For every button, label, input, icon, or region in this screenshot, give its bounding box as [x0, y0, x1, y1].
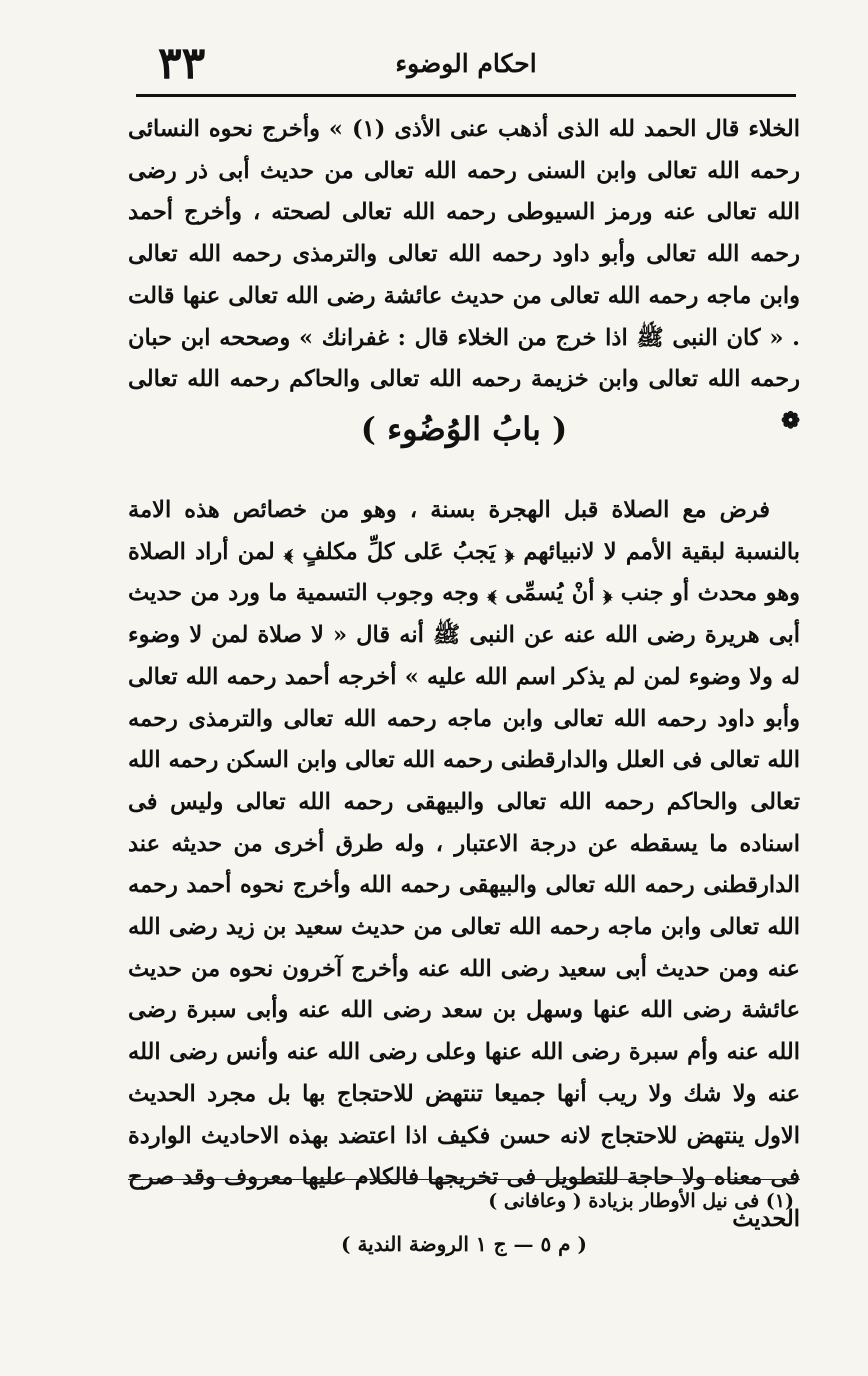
paragraph-wudu: فرض مع الصلاة قبل الهجرة بسنة ، وهو من خصائص هذه الامة بالنسبة لبقية الأمم لا لانبيائهم ﴿ يَجبُ عَلى كلِّ مكلفٍ ﴾ لمن أراد الصلاة وهو محدث أو جنب ﴿ أنْ يُسمِّى ﴾ وجه وجوب التسمية ما ورد من حديث أبى هريرة رضى الله عنه عن النبى ﷺ أنه قال « لا صلاة لمن لا وضوء له ولا وضوء لمن لم يذكر اسم الله عليه » أخرجه أحمد رحمه الله تعالى وأبو داود رحمه الله تعالى وابن ماجه رحمه الله تعالى والترمذى رحمه الله تعالى فى العلل والدارقطنى رحمه الله تعالى وابن السكن رحمه الله تعالى والحاكم رحمه الله تعالى والبيهقى رحمه الله تعالى وليس فى اسناده ما يسقطه عن درجة الاعتبار ، وله طرق أخرى من حديثه عند الدارقطنى رحمه الله تعالى والبيهقى رحمه الله وأخرج نحوه أحمد رحمه الله تعالى وابن ماجه رحمه الله تعالى من حديث سعيد بن زيد رضى الله عنه ومن حديث أبى سعيد رضى الله عنه وأخرج آخرون نحوه من حديث عائشة رضى الله عنها وسهل بن سعد رضى الله عنه وأبى سبرة رضى الله عنه وأم سبرة رضى الله عنها وعلى رضى الله عنه وأنس رضى الله عنه ولا شك ولا ريب أنها جميعا تنتهض للاحتجاج بها بل مجرد الحديث الاول ينتهض للاحتجاج لانه حسن فكيف اذا اعتضد بهذه الاحاديث الواردة فى معناه ولا حاجة للتطويل فى تخريجها فالكلام عليها معروف وقد صرح الحديث — [128, 497, 800, 1232]
page-header — [136, 38, 796, 88]
footnote: (١) فى نيل الأوطار بزيادة ( وعافانى ) — [488, 1190, 794, 1212]
header-rule — [136, 94, 796, 97]
footnote-rule — [128, 1179, 800, 1180]
page-number: ٣٣ — [158, 38, 206, 89]
printer-signature: ( م ٥ — ج ١ الروضة الندية ) — [341, 1232, 587, 1256]
section-heading: ( بابُ الوُضُوء ) — [360, 410, 568, 448]
running-title: احكام الوضوء — [395, 48, 537, 78]
paragraph-continuation: الخلاء قال الحمد لله الذى أذهب عنى الأذى (١) » وأخرج نحوه النسائى رحمه الله تعالى وابن السنى رحمه الله تعالى من حديث أبى ذر رضى الله تعالى عنه ورمز السيوطى رحمه الله تعالى لصحته ، وأخرج أحمد رحمه الله تعالى وأبو داود رحمه الله تعالى والترمذى رحمه الله تعالى وابن ماجه رحمه الله تعالى من حديث عائشة رضى الله تعالى عنها قالت . « كان النبى ﷺ اذا خرج من الخلاء قال : غفرانك » وصححه ابن حبان رحمه الله تعالى وابن خزيمة رحمه الله تعالى والحاكم رحمه الله تعالى ❁ — [128, 116, 800, 434]
